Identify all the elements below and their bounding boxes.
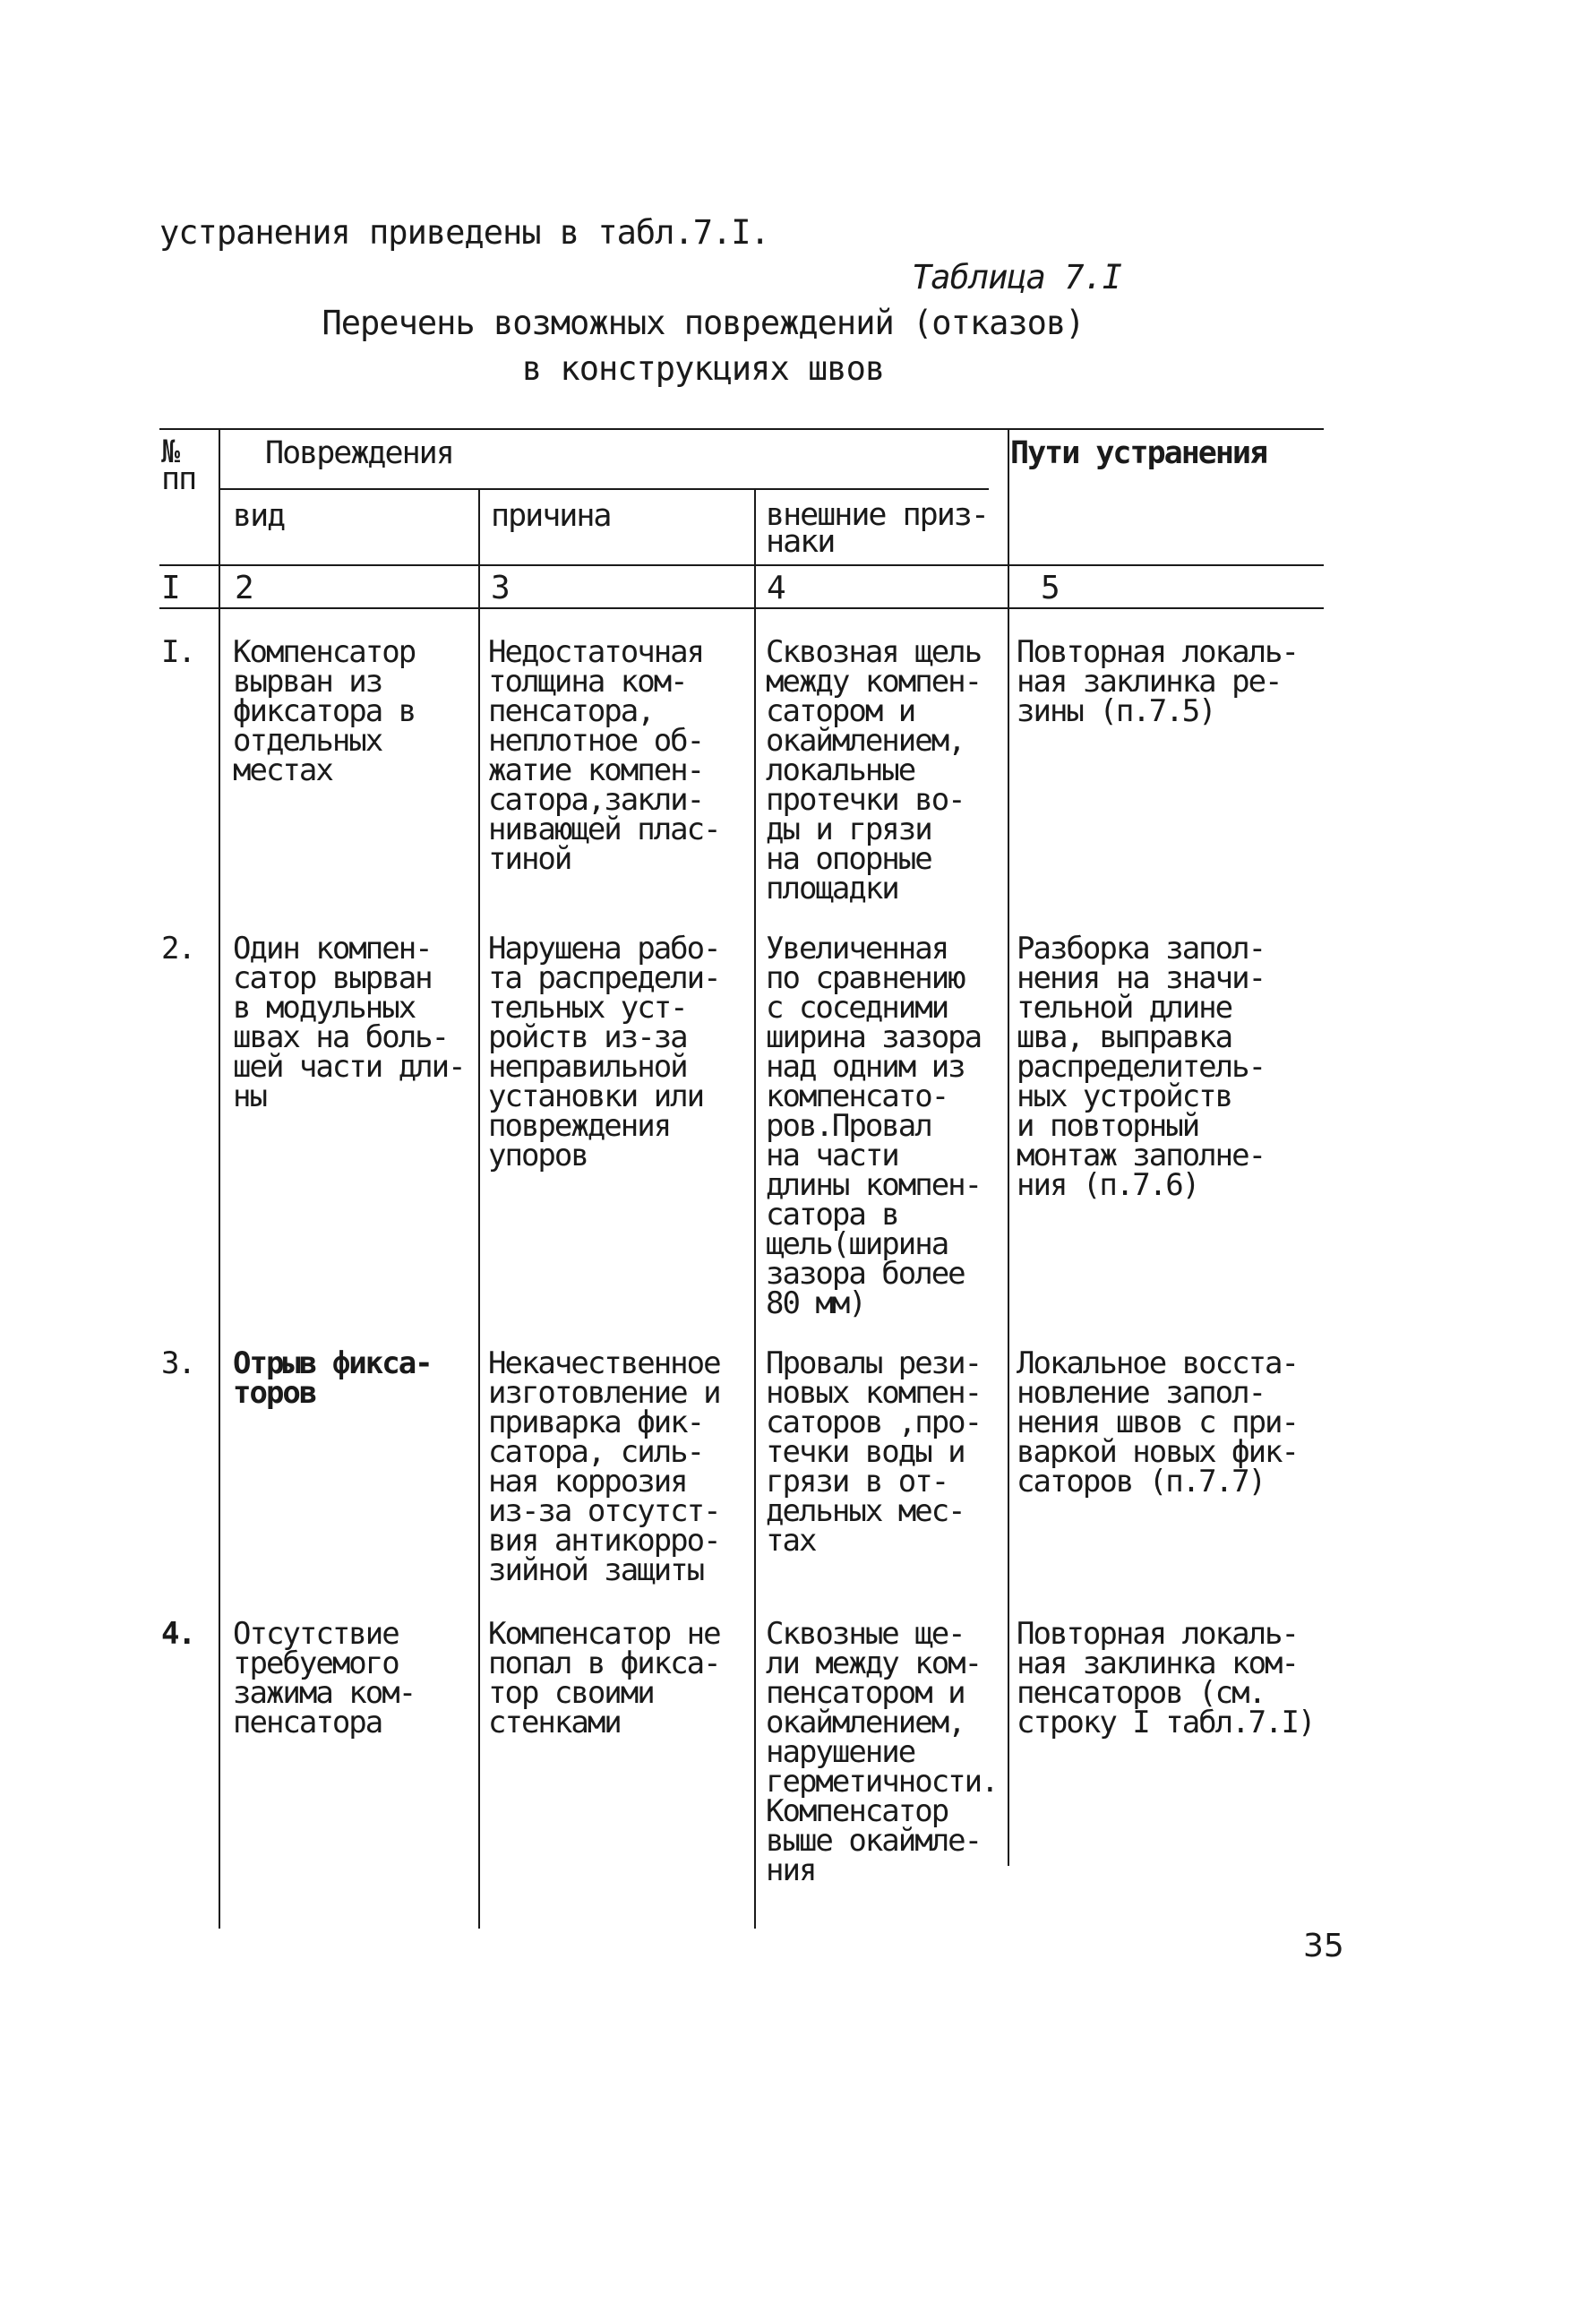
- page-number: 35: [1303, 1928, 1344, 1964]
- header-bottom-rule: [159, 564, 1324, 566]
- header-remedy: Пути устранения: [1010, 435, 1267, 471]
- col-divider-3: [754, 488, 756, 1929]
- col-divider-1: [219, 428, 220, 1929]
- header-num: № пп: [161, 434, 196, 497]
- row3-remedy: Локальное восста- новление запол- нения швов с при- варкой новых фик- саторов (п.7.7): [1017, 1345, 1298, 1500]
- colnum-4: 4: [767, 570, 785, 606]
- row4-kind: Отсутствие требуемого зажима ком- пенсатора: [233, 1616, 416, 1740]
- colnum-1: I: [161, 570, 179, 606]
- row2-cause: Нарушена рабо- та распредели- тельных уст- ройств из-за неправильной установки или повреждения упоров: [488, 931, 720, 1173]
- row2-signs: Увеличенная по сравнению с соседними ширина зазора над одним из компенсато- ров.Провал на части длины компен- сатора в щель(ширина зазора более 80 мм): [766, 931, 982, 1321]
- row4-remedy: Повторная локаль- ная заклинка ком- пенсаторов (см. строку I табл.7.I): [1017, 1616, 1315, 1740]
- row1-kind: Компенсатор вырван из фиксатора в отдельных местах: [233, 634, 416, 788]
- colnum-bottom-rule: [159, 607, 1324, 609]
- colnum-5: 5: [1041, 570, 1059, 606]
- row3-cause: Некачественное изготовление и приварка фик- сатора, силь- ная коррозия из-за отсутст- вия антикорро- зийной защиты: [488, 1345, 720, 1588]
- row1-signs: Сквозная щель между компен- сатором и окаймлением, локальные протечки во- ды и грязи на опорные площадки: [766, 634, 982, 907]
- intro-text: устранения приведены в табл.7.I.: [159, 213, 769, 252]
- row4-num: 4.: [161, 1616, 194, 1652]
- row2-kind: Один компен- сатор вырван в модульных швах на боль- шей части дли- ны: [233, 931, 465, 1114]
- row1-num: I.: [161, 634, 194, 670]
- row2-num: 2.: [161, 931, 194, 967]
- row3-kind: Отрыв фикса- торов: [233, 1345, 432, 1411]
- row4-signs: Сквозные ще- ли между ком- пенсатором и окаймлением, нарушение герметичности. Компенсатор выше окаймле- ния: [766, 1616, 998, 1888]
- row1-cause: Недостаточная толщина ком- пенсатора, неплотное об- жатие компен- сатора,закли- нивающей плас- тиной: [488, 634, 720, 877]
- row1-remedy: Повторная локаль- ная заклинка ре- зины (п.7.5): [1017, 634, 1298, 729]
- header-damage: Повреждения: [265, 435, 453, 471]
- header-cause: причина: [491, 498, 611, 534]
- col-divider-2: [478, 488, 480, 1929]
- row4-cause: Компенсатор не попал в фикса- тор своими стенками: [488, 1616, 720, 1740]
- table-label: Таблица 7.I: [912, 258, 1122, 296]
- header-signs: внешние приз- наки: [766, 497, 988, 560]
- row3-signs: Провалы рези- новых компен- саторов ,про- течки воды и грязи в от- дельных мес- тах: [766, 1345, 982, 1559]
- row2-remedy: Разборка запол- нения на значи- тельной длине шва, выправка распределитель- ных устройств и повторный монтаж заполне- ния (п.7.6): [1017, 931, 1266, 1203]
- colnum-3: 3: [491, 570, 509, 606]
- col-divider-4: [1008, 428, 1009, 1866]
- table-title: Перечень возможных повреждений (отказов) в конструкциях швов: [322, 304, 1085, 388]
- subheader-rule: [219, 488, 989, 490]
- colnum-2: 2: [235, 570, 253, 606]
- table-top-rule: [159, 428, 1324, 430]
- row3-num: 3.: [161, 1345, 194, 1381]
- header-kind: вид: [233, 498, 285, 534]
